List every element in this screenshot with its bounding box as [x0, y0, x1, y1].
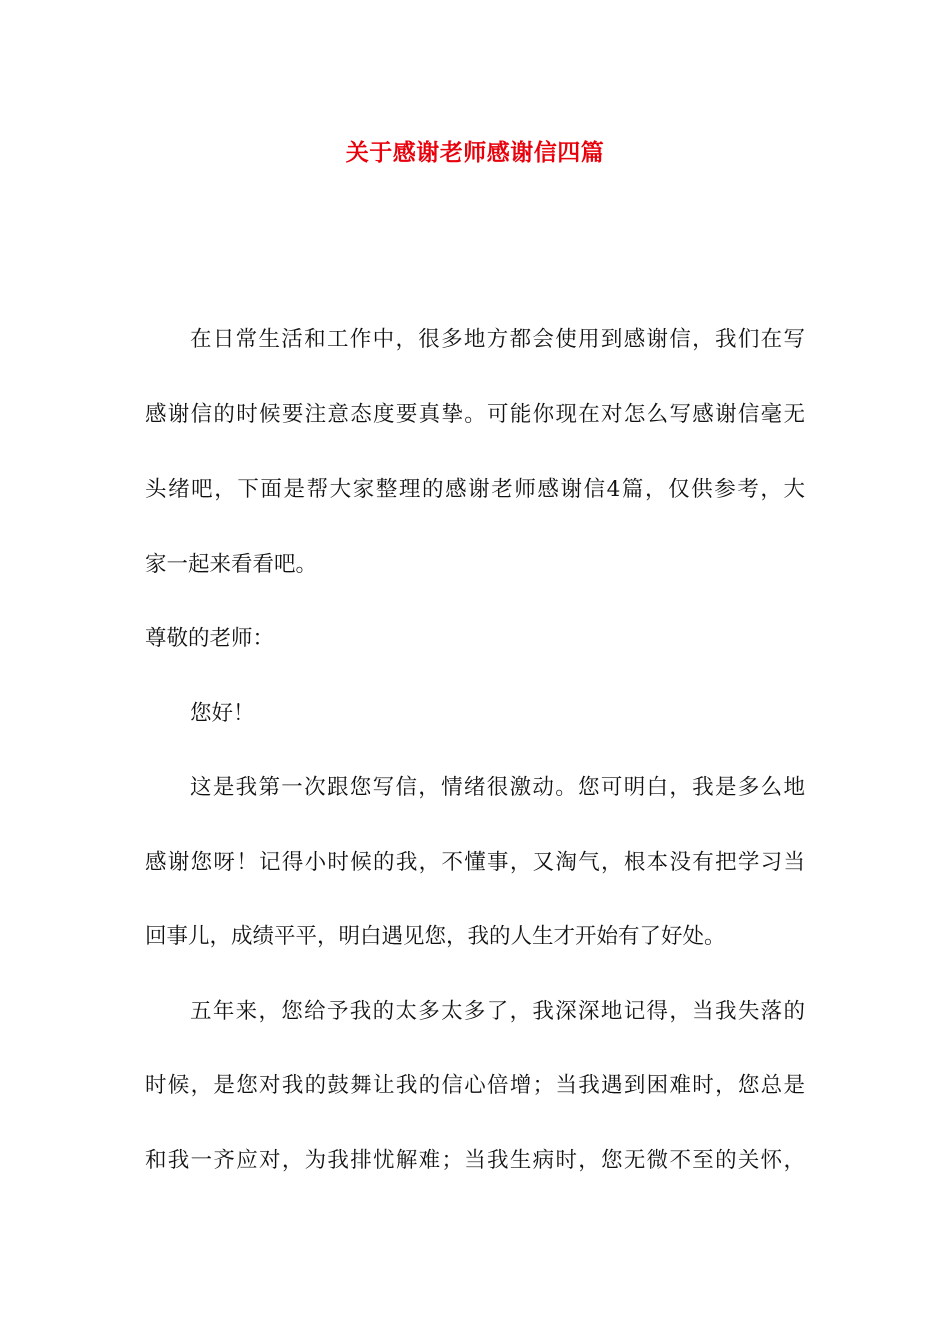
body-line: 在日常生活和工作中，很多地方都会使用到感谢信，我们在写: [190, 327, 805, 352]
body-line: 回事儿，成绩平平，明白遇见您，我的人生才开始有了好处。: [145, 924, 726, 949]
body-line: 和我一齐应对，为我排忧解难；当我生病时，您无微不至的关怀，: [145, 1148, 805, 1173]
document-title: 关于感谢老师感谢信四篇: [345, 139, 605, 166]
greeting: 您好！: [190, 701, 255, 726]
body-line: 家一起来看看吧。: [145, 552, 318, 577]
salutation: 尊敬的老师：: [145, 626, 275, 651]
body-line: 头绪吧，下面是帮大家整理的感谢老师感谢信4篇，仅供参考，大: [145, 477, 805, 502]
body-line: 时候，是您对我的鼓舞让我的信心倍增；当我遇到困难时，您总是: [145, 1073, 805, 1098]
body-line: 五年来，您给予我的太多太多了，我深深地记得，当我失落的: [190, 999, 805, 1024]
body-line: 感谢您呀！记得小时候的我，不懂事，又淘气，根本没有把学习当: [145, 850, 805, 875]
body-line: 感谢信的时候要注意态度要真挚。可能你现在对怎么写感谢信毫无: [145, 402, 805, 427]
body-line: 这是我第一次跟您写信，情绪很激动。您可明白，我是多么地: [190, 775, 805, 800]
